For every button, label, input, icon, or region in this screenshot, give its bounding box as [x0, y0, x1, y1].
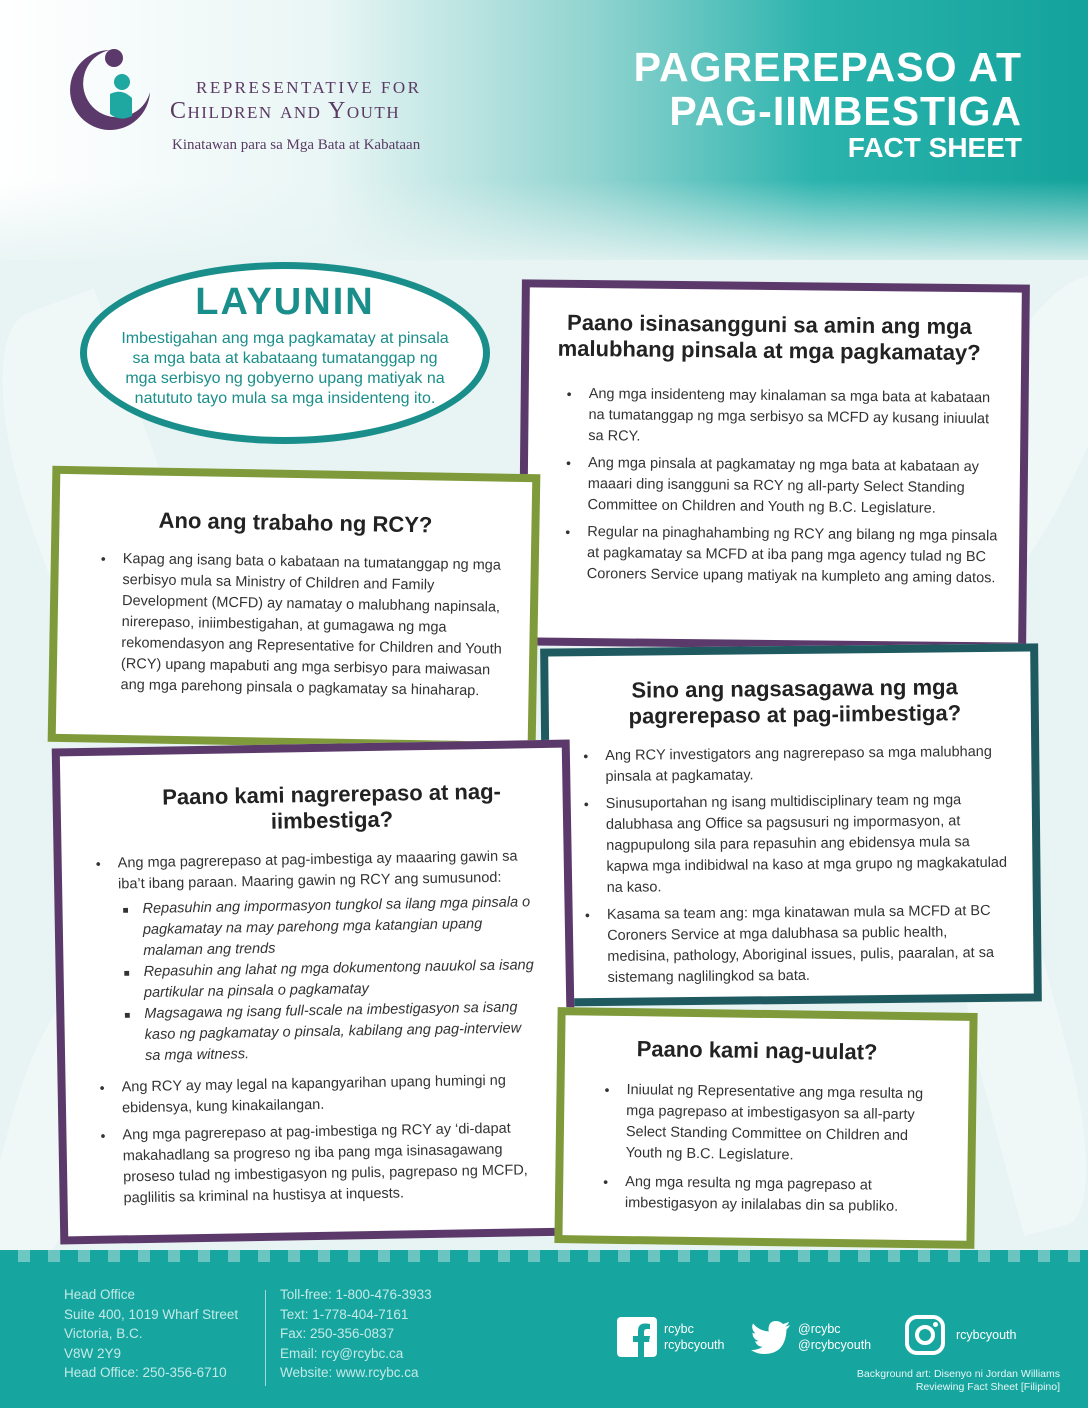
- org-tagline: Kinatawan para sa Mga Bata at Kabataan: [172, 137, 421, 153]
- twitter-icon: [750, 1316, 792, 1358]
- process-sublist: [122, 892, 537, 1067]
- facebook-link[interactable]: rcybc rcybcyouth: [616, 1316, 724, 1358]
- reviewers-list: [583, 742, 1012, 989]
- background-art-credit: Background art: Disenyo ni Jordan Williams Reviewing Fact Sheet [Filipino]: [856, 1368, 1060, 1393]
- reviewers-heading: Sino ang nagsasagawa ng mga pagrerepaso at pag-iimbestiga?: [628, 674, 962, 729]
- reviewers-card: [540, 643, 1042, 1006]
- list-item: ■ Magsagawa ng isang full-scale na imbestigasyon sa isang kaso ng pagkamatay o pinsala, kabilang ang pag-interview sa mga witness.: [124, 999, 522, 1064]
- list-item: • Ang mga resulta ng mga pagrepaso at imbestigasyon ay inilalabas din sa publiko.: [603, 1173, 899, 1215]
- header-fade: [0, 180, 1088, 270]
- page-title-line1: PAGREREPASO AT: [633, 44, 1022, 90]
- list-item: • Ang mga insidenteng may kinalaman sa mga bata at kabataan na tumatanggap ng mga serbisyo sa MCFD ay kusang iniuulat sa RCY.: [566, 385, 991, 445]
- facebook-icon: [616, 1316, 658, 1358]
- referral-card: [518, 279, 1030, 650]
- footer-address: Head Office Suite 400, 1019 Wharf Street Victoria, B.C. V8W 2Y9 Head Office: 250-356-6710: [64, 1287, 239, 1380]
- rcy-logo-icon: [64, 44, 156, 136]
- purpose-oval: [80, 262, 490, 444]
- list-item: • Ang mga pagrerepaso at pag-imbestiga ng RCY ay ‘di-dapat makahadlang sa progreso ng iba pang mga isinasagawang proseso tulad ng imbestigasyon ng pulis, pagrepaso ng MCFD, paglilitis sa kriminal na hustisya at inquests.: [100, 1120, 528, 1207]
- process-list: [95, 846, 535, 895]
- work-heading: Ano ang trabaho ng RCY?: [158, 507, 433, 538]
- purpose-text: Imbestigahan ang mga pagkamatay at pinsala sa mga bata at kabataang tumatanggap ng mga serbisyo ng gobyerno upang matiyak na natututo tayo mula sa mga insidenteng ito.: [121, 330, 449, 407]
- process-heading: Paano kami nagrerepaso at nag-iimbestiga?: [162, 778, 502, 834]
- list-item: • Kasama sa team ang: mga kinatawan mula sa MCFD at BC Coroners Service at mga dalubhasa sa public health, medisina, pathology, Aboriginal issues, pulis, paaralan, at sa sistemang naglilingkod sa bata.: [584, 902, 995, 986]
- instagram-icon: [904, 1314, 946, 1356]
- list-item: • Ang RCY ay may legal na kapangyarihan upang humingi ng ebidensya, kung kinakailangan.: [99, 1072, 506, 1117]
- referral-list: [565, 384, 1001, 589]
- reporting-list: [603, 1080, 949, 1218]
- purpose-title: LAYUNIN: [195, 281, 375, 323]
- work-card: [48, 466, 541, 750]
- list-item: • Sinusuportahan ng isang multidisciplinary team ng mga dalubhasa ang Office sa pagsusuri ng impormasyon, at nagpupulong sila para repasuhin ang ebidensya mula sa kapwa mga indibidwal na kaso at mga grupo ng magkakatulad na kaso.: [583, 792, 1008, 896]
- list-item: • Kapag ang isang bata o kabataan na tumatanggap ng mga serbisyo mula sa Ministry of Children and Family Development (MCFD) ay namatay o malubhang napinsala, nirerepaso, iniimbestigahan, at gumagawa ng mga rekomendasyon ang Representative for Children and Youth (RCY) upang mapabuti ang mga serbisyo para maiwasan ang mga parehong pinsala o pagkamatay sa hinaharap.: [100, 550, 502, 700]
- org-name-line2: Children and Youth: [170, 98, 401, 124]
- work-list: [100, 549, 505, 703]
- list-item: • Ang mga pinsala at pagkamatay ng mga bata at kabataan ay maaari ding isangguni sa RCY ng all-party Select Standing Committee on Children and Youth ng B.C. Legislature.: [565, 454, 980, 517]
- instagram-link[interactable]: rcybcyouth: [904, 1314, 1016, 1356]
- list-item: • Ang RCY investigators ang nagrerepaso sa mga malubhang pinsala at pagkamatay.: [583, 743, 992, 785]
- process-card: [52, 740, 579, 1245]
- list-item: • Ang mga pagrerepaso at pag-imbestiga ay maaaring gawin sa iba’t ibang paraan. Maaring gawin ng RCY ang sumusunod:: [95, 848, 518, 893]
- website-link[interactable]: Website: www.rcybc.ca: [280, 1365, 419, 1380]
- page-subtitle: FACT SHEET: [847, 132, 1022, 163]
- list-item: • Regular na pinaghahambing ng RCY ang bilang ng mga pinsala at pagkamatay sa MCFD at iba pang mga agency tulad ng BC Coroners Service upang matiyak na kumpleto ang aming datos.: [565, 523, 998, 587]
- org-name-line1: REPRESENTATIVE FOR: [196, 78, 422, 97]
- list-item: ■ Repasuhin ang lahat ng mga dokumentong nauukol sa isang partikular na pinsala o pagkamatay: [123, 957, 534, 1001]
- twitter-link[interactable]: @rcybc @rcybcyouth: [750, 1316, 871, 1358]
- reporting-heading: Paano kami nag-uulat?: [636, 1036, 878, 1065]
- referral-heading: Paano isinasangguni sa amin ang mga malubhang pinsala at mga pagkamatay?: [557, 309, 981, 366]
- footer-contact: Toll-free: 1-800-476-3933 Text: 1-778-404-7161 Fax: 250-356-0837 Email: rcy@rcybc.ca Website: www.rcybc.ca: [280, 1285, 432, 1383]
- footer-divider: [265, 1290, 266, 1386]
- process-list-2: [99, 1070, 539, 1209]
- reporting-card: [554, 1007, 977, 1249]
- page-title-line2: PAG-IIMBESTIGA: [669, 88, 1022, 134]
- email-link[interactable]: Email: rcy@rcybc.ca: [280, 1345, 404, 1361]
- list-item: ■ Repasuhin ang impormasyon tungkol sa ilang mga pinsala o pagkamatay na may parehong mga katangian upang malaman ang trends: [122, 894, 531, 959]
- list-item: • Iniuulat ng Representative ang mga resulta ng mga pagrepaso at imbestigasyon sa all-party Select Standing Committee on Children and Youth ng B.C. Legislature.: [604, 1081, 924, 1164]
